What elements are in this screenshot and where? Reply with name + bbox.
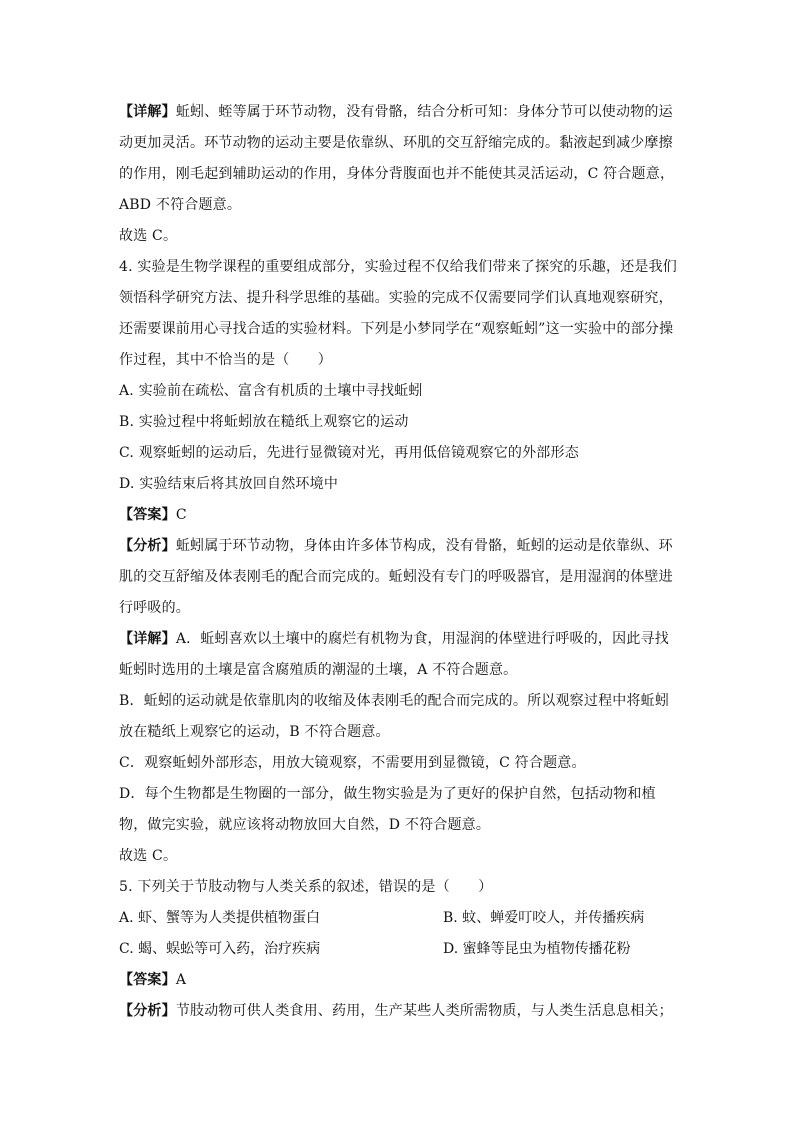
q4-stem-line-1: 4. 实验是生物学课程的重要组成部分，实验过程不仅给我们带来了探究的乐趣，还是我们 [119,259,678,275]
q5-option-a: A. 虾、蟹等为人类提供植物蛋白 [119,910,321,926]
q4-answer-line [119,505,679,525]
q3-detail-text-1: 蚯蚓、蛭等属于环节动物，没有骨骼，结合分析可知：身体分节可以使动物的运 [175,104,673,120]
q4-detail-line-3: B．蚯蚓的运动就是依靠肌肉的收缩及体表刚毛的配合而完成的。所以观察过程中将蚯蚓 [119,693,670,709]
q5-option-d: D. 蜜蜂等昆虫为植物传播花粉 [443,941,631,957]
q5-answer-line [119,970,679,990]
detail-tag: 【详解】 [119,104,176,120]
q4-detail-line-5: C．观察蚯蚓外部形态，用放大镜观察，不需要用到显微镜，C 符合题意。 [119,755,586,771]
q5-option-b: B. 蚊、蝉爱叮咬人，并传播疾病 [443,910,645,926]
q4-conclusion: 故选 C。 [119,848,178,864]
q3-conclusion: 故选 C。 [119,228,178,244]
q4-analysis-text-1: 蚯蚓属于环节动物，身体由许多体节构成，没有骨骼，蚯蚓的运动是依靠纵、环 [175,538,673,554]
q4-detail-line-2: 蚯蚓时选用的土壤是富含腐殖质的潮湿的土壤，A 不符合题意。 [119,662,518,678]
q4-stem-line-4: 作过程，其中不恰当的是（ ） [119,352,332,368]
q4-detail-line-7: 物，做完实验，就应该将动物放回大自然，D 不符合题意。 [119,817,491,833]
analysis-tag: 【分析】 [119,1003,176,1019]
q5-answer: A [175,972,187,988]
q4-stem-line-2: 领悟科学研究方法、提升科学思维的基础。实验的完成不仅需要同学们认真地观察研究， [119,290,673,306]
q4-answer: C [175,507,187,523]
q4-option-c: C. 观察蚯蚓的运动后，先进行显微镜对光，再用低倍镜观察它的外部形态 [119,445,579,461]
q4-analysis-line-3: 行呼吸的。 [119,600,190,616]
q3-detail-line-1 [119,102,679,122]
q5-analysis-text-1: 节肢动物可供人类食用、药用，生产某些人类所需物质，与人类生活息息相关； [175,1003,673,1019]
q5-option-c: C. 蝎、蜈蚣等可入药，治疗疾病 [119,941,321,957]
q3-detail-line-3: 的作用，刚毛起到辅助运动的作用，身体分背腹面也并不能使其灵活运动，C 符合题意， [119,166,675,182]
q3-detail-line-4: ABD 不符合题意。 [119,197,242,213]
q5-stem: 5. 下列关于节肢动物与人类关系的叙述，错误的是（ ） [119,879,493,895]
q4-stem-line-3: 还需要课前用心寻找合适的实验材料。下列是小梦同学在“观察蚯蚓”这一实验中的部分操 [119,321,674,337]
answer-tag: 【答案】 [119,507,176,523]
q4-detail-line-6: D．每个生物都是生物圈的一部分，做生物实验是为了更好的保护自然，包括动物和植 [119,786,656,802]
q4-option-a: A. 实验前在疏松、富含有机质的土壤中寻找蚯蚓 [119,383,423,399]
answer-tag: 【答案】 [119,972,176,988]
analysis-tag: 【分析】 [119,538,176,554]
q4-option-d: D. 实验结束后将其放回自然环境中 [119,476,339,492]
detail-tag: 【详解】 [119,631,176,647]
q4-analysis-line-2: 肌的交互舒缩及体表刚毛的配合而完成的。蚯蚓没有专门的呼吸器官，是用湿润的体壁进 [119,569,673,585]
q5-analysis-line-1 [119,1001,679,1021]
q4-option-b: B. 实验过程中将蚯蚓放在糙纸上观察它的运动 [119,414,409,430]
q4-detail-line-1 [119,629,679,649]
q4-detail-text-1: A．蚯蚓喜欢以土壤中的腐烂有机物为食，用湿润的体壁进行呼吸的，因此寻找 [175,631,669,647]
q4-detail-line-4: 放在糙纸上观察它的运动，B 不符合题意。 [119,724,390,740]
q4-analysis-line-1 [119,536,679,556]
q3-detail-line-2: 动更加灵活。环节动物的运动主要是依靠纵、环肌的交互舒缩完成的。黏液起到减少摩擦 [119,135,673,151]
